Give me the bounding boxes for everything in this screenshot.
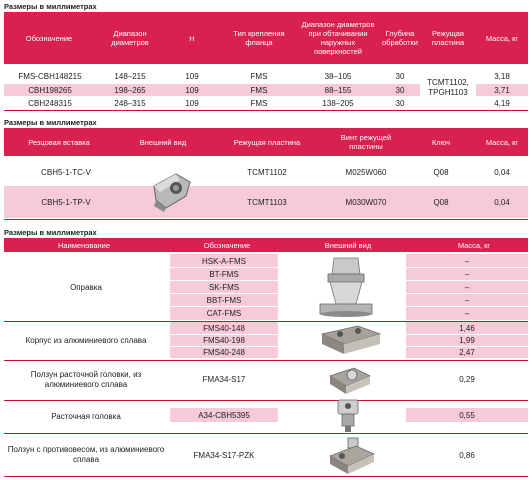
t1-r1-range: 198–265 xyxy=(114,85,146,95)
t3-g0-code: BT-FMS xyxy=(209,269,239,279)
t1-r2-range: 248–315 xyxy=(114,98,146,108)
col-mass: Масса, кг xyxy=(485,33,519,43)
col-key: Ключ xyxy=(431,137,451,147)
t3-g0-code: BBT-FMS xyxy=(206,295,242,305)
col-insert-screw: Винт режущей пластины xyxy=(340,133,392,151)
t3-g4-mass: 0,86 xyxy=(459,450,475,460)
t2-r0-insert: TCMT1102 xyxy=(247,167,287,177)
col-mass: Масса, кг xyxy=(485,137,519,147)
t1-r2-mass: 4,19 xyxy=(494,98,510,108)
col-diameter-range: Диапазон диаметров xyxy=(111,29,149,47)
table2-row xyxy=(4,187,528,217)
t3-g1-code: FMS40-198 xyxy=(203,336,245,345)
t2-r0-key: Q08 xyxy=(433,167,449,177)
table3-header xyxy=(4,238,528,252)
t1-r1-outer: 88–155 xyxy=(324,85,352,95)
t1-r2-h: 109 xyxy=(185,98,199,108)
t1-r2-depth: 30 xyxy=(395,98,405,108)
table2-header xyxy=(4,128,528,156)
t1-r0-code: FMS-CBH148215 xyxy=(18,71,82,81)
t1-r0-flange: FMS xyxy=(250,71,268,81)
t1-r1-mass: 3,71 xyxy=(494,85,510,95)
t3-g3-name: Расточная головка xyxy=(51,411,121,421)
col-name: Наименование xyxy=(58,240,110,250)
t3-g0-mass: – xyxy=(464,256,470,266)
t3-g0-code: CAT-FMS xyxy=(206,308,242,318)
t3-g1-mass: 2,47 xyxy=(459,348,475,357)
t2-r0-screw: M025W060 xyxy=(345,167,387,177)
col-designation: Обозначение xyxy=(203,240,251,250)
table2-row xyxy=(4,158,528,186)
boring-head-image xyxy=(334,398,362,434)
table2-caption: Размеры в миллиметрах xyxy=(4,118,97,127)
t1-r0-range: 148–215 xyxy=(114,71,146,81)
col-cutting-insert: Режущая пластина xyxy=(233,137,301,147)
t3-g0-mass: – xyxy=(464,308,470,318)
table1-bottom-rule xyxy=(4,110,528,111)
t2-r0-mass: 0,04 xyxy=(494,167,510,177)
col-h: H xyxy=(189,33,195,43)
col-designation: Обозначение xyxy=(25,33,73,43)
counterweight-slider-image xyxy=(326,436,378,476)
col-depth: Глубина обработки xyxy=(381,29,419,47)
aluminium-body-image xyxy=(318,322,382,358)
table2-bottom-rule xyxy=(4,219,528,220)
rule xyxy=(4,360,528,361)
t1-r0-depth: 30 xyxy=(395,71,405,81)
t3-g0-mass: – xyxy=(464,282,470,292)
table3-caption: Размеры в миллиметрах xyxy=(4,228,97,237)
t1-r2-code: CBH248315 xyxy=(28,98,72,108)
t1-r0-mass: 3,18 xyxy=(494,71,510,81)
t3-g0-name: Оправка xyxy=(70,282,102,292)
t3-g4-name: Ползун с противовесом, из алюминиевого сплава xyxy=(7,445,165,464)
table1-header xyxy=(4,12,528,64)
t3-g1-mass: 1,46 xyxy=(459,324,475,333)
col-mass: Масса, кг xyxy=(457,240,491,250)
col-appearance: Внешний вид xyxy=(324,240,372,250)
t1-r1-depth: 30 xyxy=(395,85,405,95)
tool-holder-image xyxy=(312,256,380,318)
rule xyxy=(4,433,528,434)
t1-r0-outer: 38–105 xyxy=(324,71,352,81)
col-flange-type: Тип крепления фланца xyxy=(233,29,285,47)
col-outer-range: Диапазон диаметров при обтачивании наружных поверхностей xyxy=(301,20,375,56)
t3-g2-name: Ползун расточной головки, из алюминиевого сплава xyxy=(30,370,142,389)
t3-g2-code: FMA34-S17 xyxy=(202,374,246,384)
t2-r1-screw: M030W070 xyxy=(345,197,387,207)
t3-g0-mass: – xyxy=(464,295,470,305)
t1-r2-flange: FMS xyxy=(250,98,268,108)
t3-g1-mass: 1,99 xyxy=(459,336,475,345)
t3-g4-code: FMA34-S17-PZK xyxy=(193,450,255,460)
col-insert-holder: Резцовая вставка xyxy=(28,137,90,147)
t1-r1-flange: FMS xyxy=(250,85,268,95)
t1-r2-outer: 138–205 xyxy=(322,98,354,108)
col-insert: Режущая пластина xyxy=(431,29,465,47)
t3-g3-mass: 0,55 xyxy=(459,410,475,420)
t3-g1-code: FMS40-248 xyxy=(203,348,245,357)
t1-r0-h: 109 xyxy=(185,71,199,81)
t3-g0-mass: – xyxy=(464,269,470,279)
t2-r0-code: CBH5-1-TC-V xyxy=(41,167,91,177)
t3-g0-code: SK-FMS xyxy=(208,282,240,292)
t1-insert: TCMT1102, TPGH1103 xyxy=(420,74,476,102)
table1-caption: Размеры в миллиметрах xyxy=(4,2,97,11)
rule xyxy=(4,400,528,401)
t3-g3-code: A34-CBH5395 xyxy=(198,410,250,420)
t3-g0-code: HSK-A-FMS xyxy=(202,256,246,266)
col-appearance: Внешний вид xyxy=(139,137,187,147)
t2-r1-key: Q08 xyxy=(433,197,449,207)
t1-r1-code: CBH198265 xyxy=(28,85,72,95)
t3-g1-code: FMS40-148 xyxy=(203,324,245,333)
boring-slider-image xyxy=(326,362,372,396)
t2-r1-insert: TCMT1103 xyxy=(247,197,287,207)
t2-r1-code: CBH5-1-TP-V xyxy=(41,197,91,207)
t2-r1-mass: 0,04 xyxy=(494,197,510,207)
t3-g2-mass: 0,29 xyxy=(459,374,475,384)
cutting-insert-image xyxy=(148,166,196,214)
t3-g1-name: Корпус из алюминиевого сплава xyxy=(25,335,147,345)
table3-bottom-rule xyxy=(4,476,528,477)
t1-r1-h: 109 xyxy=(185,85,199,95)
